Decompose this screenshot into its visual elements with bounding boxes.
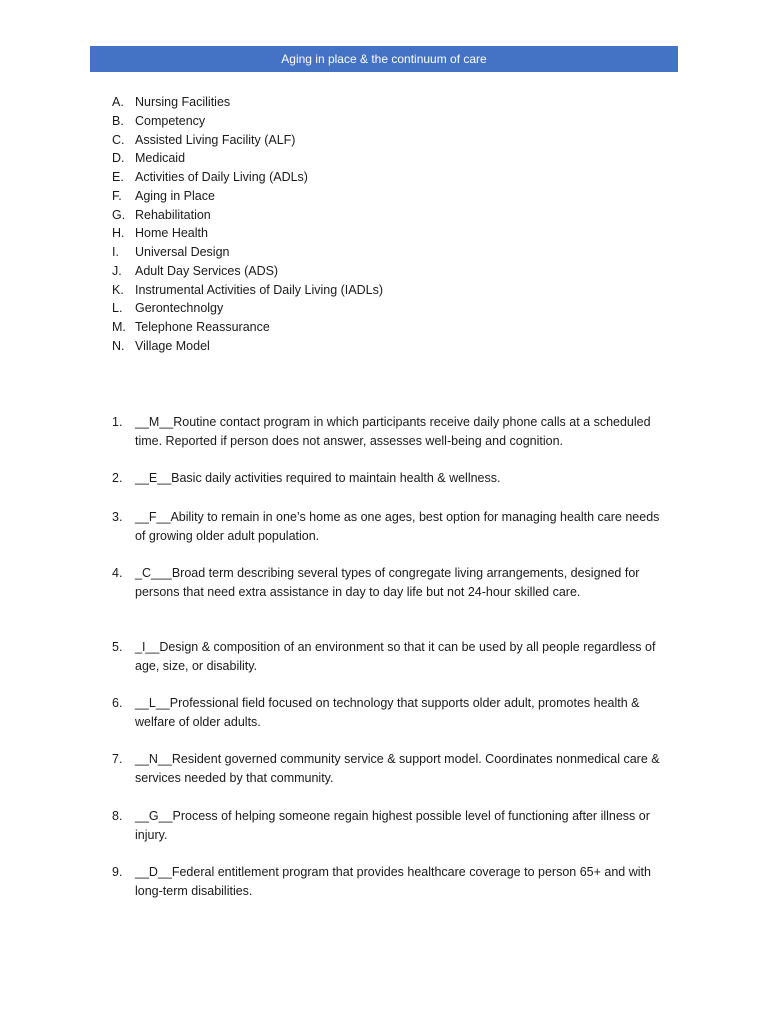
question-text: _I__Design & composition of an environment so that it can be used by all people regardless of age, size, or disability.	[135, 640, 656, 673]
term-letter: F.	[112, 188, 122, 203]
question-item	[112, 863, 672, 900]
question-text: __L__Professional field focused on technology that supports older adult, promotes health & welfare of older adults.	[135, 696, 640, 729]
question-number: 1.	[112, 415, 123, 429]
term-text: Telephone Reassurance	[135, 320, 270, 334]
question-number: 8.	[112, 809, 123, 823]
term-letter: J.	[112, 263, 122, 278]
term-letter: G.	[112, 207, 126, 222]
list-item	[112, 337, 383, 356]
question-text: __G__Process of helping someone regain highest possible level of functioning after illness or injury.	[135, 809, 650, 842]
term-text: Adult Day Services (ADS)	[135, 263, 279, 278]
list-item	[112, 299, 383, 318]
term-text: Instrumental Activities of Daily Living (IADLs)	[135, 282, 384, 297]
term-letter: L.	[112, 301, 123, 316]
term-text: Assisted Living Facility (ALF)	[135, 132, 296, 147]
term-letter: B.	[112, 113, 124, 128]
term-text: Home Health	[135, 226, 208, 241]
question-number: 9.	[112, 865, 123, 879]
question-number: 7.	[112, 752, 123, 766]
question-item	[112, 807, 672, 844]
page-title: Aging in place & the continuum of care	[90, 46, 678, 72]
term-text: Rehabilitation	[135, 207, 211, 222]
term-text: Medicaid	[135, 151, 186, 166]
term-letter: K.	[112, 282, 124, 297]
question-text: __E__Basic daily activities required to maintain health & wellness.	[135, 471, 501, 485]
term-letter: N.	[112, 338, 125, 353]
term-list	[112, 93, 383, 356]
question-text: _C___Broad term describing several types of congregate living arrangements, designed for persons that need extra assistance in day to day life but not 24-hour skilled care.	[135, 566, 640, 599]
term-letter: D.	[112, 151, 125, 166]
term-text: Nursing Facilities	[135, 95, 231, 109]
term-text: Competency	[135, 113, 206, 128]
list-item	[112, 262, 383, 281]
question-item	[112, 413, 672, 450]
question-item	[112, 638, 672, 675]
question-item	[112, 564, 672, 601]
term-letter: M.	[112, 320, 126, 334]
list-item	[112, 168, 383, 187]
question-text: __F__Ability to remain in one’s home as one ages, best option for managing health care needs of growing older adult population.	[135, 510, 660, 543]
question-number: 2.	[112, 471, 123, 485]
term-text: Universal Design	[135, 245, 230, 259]
term-letter: E.	[112, 170, 124, 184]
list-item	[112, 131, 383, 150]
term-text: Aging in Place	[135, 188, 215, 203]
question-item	[112, 694, 672, 731]
question-text: __N__Resident governed community service & support model. Coordinates nonmedical care & services needed by that community.	[135, 752, 660, 785]
question-text: __D__Federal entitlement program that provides healthcare coverage to person 65+ and with long-term disabilities.	[135, 865, 651, 898]
term-letter: I.	[112, 245, 119, 259]
term-text: Activities of Daily Living (ADLs)	[135, 170, 308, 184]
list-item	[112, 187, 383, 206]
question-item	[112, 469, 672, 488]
question-text: __M__Routine contact program in which participants receive daily phone calls at a scheduled time. Reported if person does not answer, assesses well-being and cognition.	[135, 415, 651, 448]
question-item	[112, 750, 672, 787]
term-text: Gerontechnolgy	[135, 301, 224, 316]
term-text: Village Model	[135, 338, 210, 353]
list-item	[112, 281, 383, 300]
question-number: 5.	[112, 640, 123, 654]
term-letter: C.	[112, 132, 125, 147]
list-item	[112, 224, 383, 243]
list-item	[112, 206, 383, 225]
term-letter: H.	[112, 226, 125, 241]
term-letter: A.	[112, 95, 124, 109]
list-item	[112, 112, 383, 131]
list-item	[112, 243, 383, 262]
question-number: 6.	[112, 696, 123, 710]
question-number: 4.	[112, 566, 123, 580]
question-number: 3.	[112, 510, 123, 524]
list-item	[112, 318, 383, 337]
question-item	[112, 508, 672, 545]
list-item	[112, 93, 383, 112]
list-item	[112, 149, 383, 168]
